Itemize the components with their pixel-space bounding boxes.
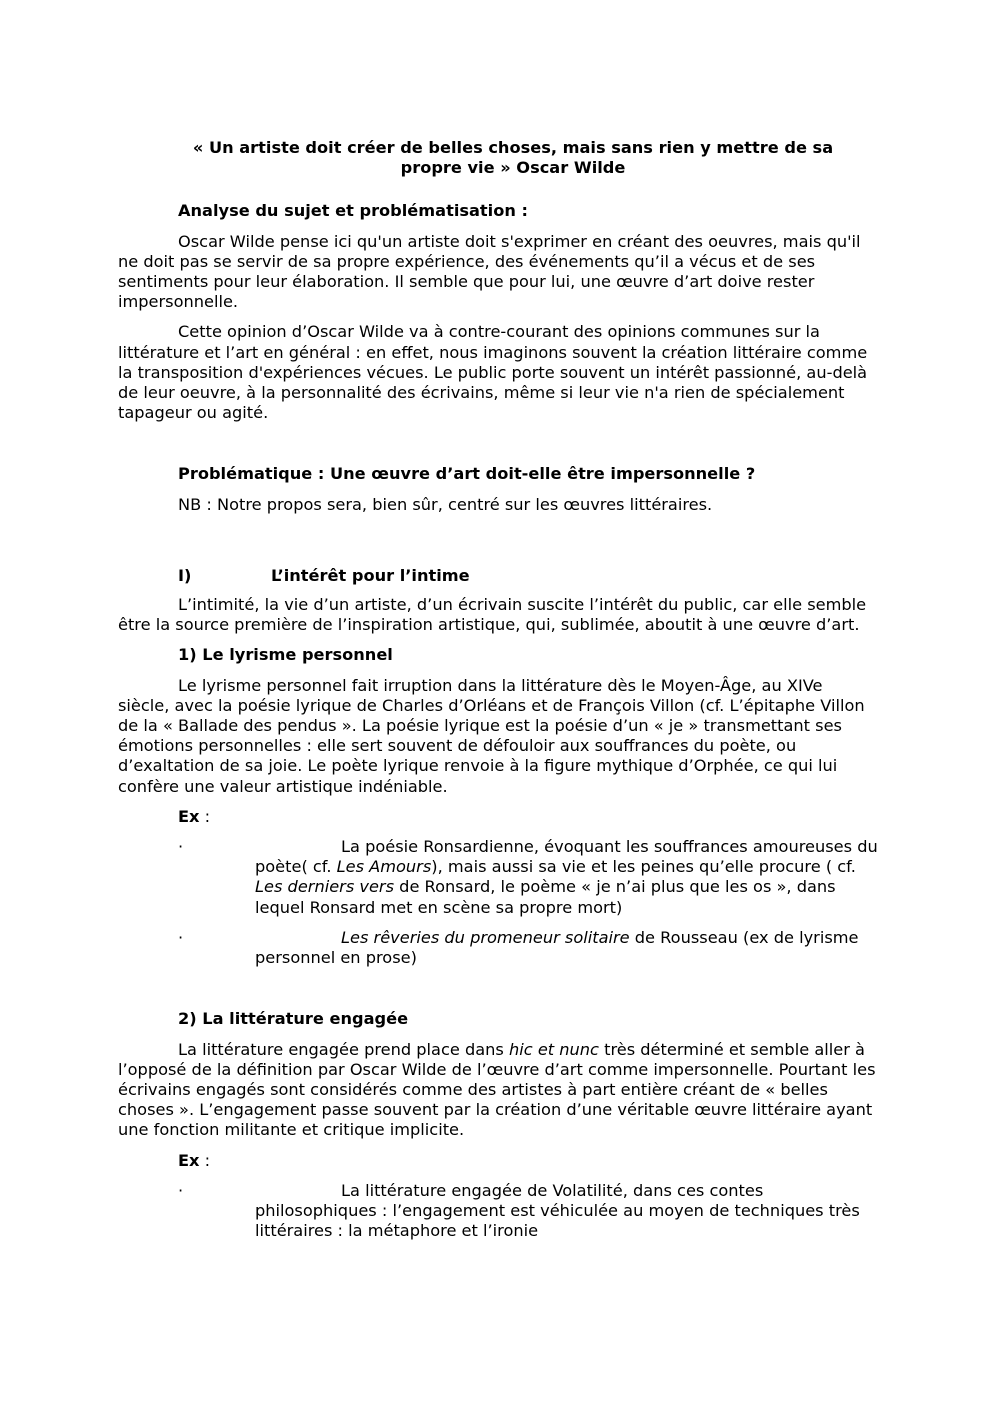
title-line-2: propre vie » Oscar Wilde — [400, 158, 626, 178]
document-title — [118, 138, 878, 178]
sub-1-heading: 1) Le lyrisme personnel — [178, 645, 393, 665]
bullet-dot: · — [178, 1180, 184, 1200]
sub-1-bullet-2 — [118, 928, 878, 968]
analysis-heading: Analyse du sujet et problématisation : — [178, 201, 528, 221]
para-italic: hic et nunc — [509, 1039, 599, 1059]
sub-2-heading: 2) La littérature engagée — [178, 1009, 409, 1029]
para-text-part: très déterminé et semble aller à l’opposé de la définition par Oscar Wilde de l’œuvre d’art comme impersonnelle. Pourtant les écrivains engagés sont considérés comme des artistes à part entière créant de « belles choses ». L’engagement passe souvent par la création d’une véritable œuvre littéraire ayant une fonction militante et critique implicite. — [118, 1039, 876, 1140]
bullet-text — [255, 837, 878, 918]
part-1-intro: L’intimité, la vie d’un artiste, d’un écrivain suscite l’intérêt du public, car elle semble être la source première de l’inspiration artistique, qui, sublimée, aboutit à une œuvre d’art. — [118, 595, 867, 635]
ex-label: Ex — [178, 1150, 200, 1170]
bullet-text-part: de Rousseau (ex de lyrisme personnel en prose) — [255, 927, 859, 968]
title-line-1: « Un artiste doit créer de belles choses, mais sans rien y mettre de sa — [192, 138, 834, 157]
bullet-text-part: La poésie Ronsardienne, évoquant les souffrances amoureuses du poète( cf. — [255, 837, 878, 877]
sub-2-paragraph — [118, 1040, 878, 1141]
document-page — [118, 138, 878, 1241]
part-1-label: L’intérêt pour l’intime — [271, 565, 470, 585]
analysis-paragraph-2: Cette opinion d’Oscar Wilde va à contre-courant des opinions communes sur la littérature et l’art en général : en effet, nous imaginons souvent la création littéraire comme la transposition d'expériences vécues. Le public porte souvent un intérêt passionné, au-delà de leur oeuvre, à la personnalité des écrivains, même si leur vie n'a rien de spécialement tapageur ou agité. — [118, 322, 868, 423]
sub-2-example-label — [118, 1151, 878, 1171]
bullet-title-italic: Les derniers vers — [255, 877, 395, 897]
ex-colon: : — [199, 806, 211, 826]
problem-note: NB : Notre propos sera, bien sûr, centré sur les œuvres littéraires. — [178, 494, 713, 514]
bullet-text-part: de Ronsard, le poème « je n’ai plus que les os », dans lequel Ronsard met en scène sa propre mort) — [255, 877, 836, 917]
sub-1-paragraph: Le lyrisme personnel fait irruption dans la littérature dès le Moyen-Âge, au XIVe siècle, avec la poésie lyrique de Charles d’Orléans et de François Villon (cf. L’épitaphe Villon de la « Ballade des pendus ». La poésie lyrique est la poésie d’un « je » transmettant ses émotions personnelles : elle sert souvent de défouloir aux souffrances du poète, ou d’exaltation de sa joie. Le poète lyrique renvoie à la figure mythique d’Orphée, ce qui lui confère une valeur artistique indéniable. — [118, 675, 865, 796]
part-1-number: I) — [178, 565, 192, 585]
sub-1-example-label — [118, 807, 878, 827]
bullet-text: La littérature engagée de Volatilité, dans ces contes philosophiques : l’engagement est véhiculée au moyen de techniques très littéraires : la métaphore et l’ironie — [255, 1180, 860, 1241]
bullet-text-part: ), mais aussi sa vie et les peines qu’elle procure ( cf. — [431, 857, 856, 877]
sub-2-bullet-1 — [118, 1181, 878, 1242]
sub-1-bullet-1 — [118, 837, 878, 918]
problem-heading: Problématique : Une œuvre d’art doit-elle être impersonnelle ? — [178, 464, 756, 484]
bullet-title-italic: Les rêveries du promeneur solitaire — [341, 927, 630, 947]
bullet-dot: · — [178, 837, 184, 857]
part-1-title — [118, 566, 878, 586]
bullet-text — [255, 928, 878, 968]
bullet-dot: · — [178, 927, 184, 947]
bullet-title-italic: Les Amours — [336, 857, 432, 877]
ex-label: Ex — [178, 806, 200, 826]
ex-colon: : — [199, 1150, 211, 1170]
para-text-part: La littérature engagée prend place dans — [178, 1039, 510, 1059]
analysis-paragraph-1: Oscar Wilde pense ici qu'un artiste doit s'exprimer en créant des oeuvres, mais qu'il ne doit pas se servir de sa propre expérience, des événements qu’il a vécus et de ses sentiments pour leur élaboration. Il semble que pour lui, une œuvre d’art doive rester impersonnelle. — [118, 231, 861, 312]
